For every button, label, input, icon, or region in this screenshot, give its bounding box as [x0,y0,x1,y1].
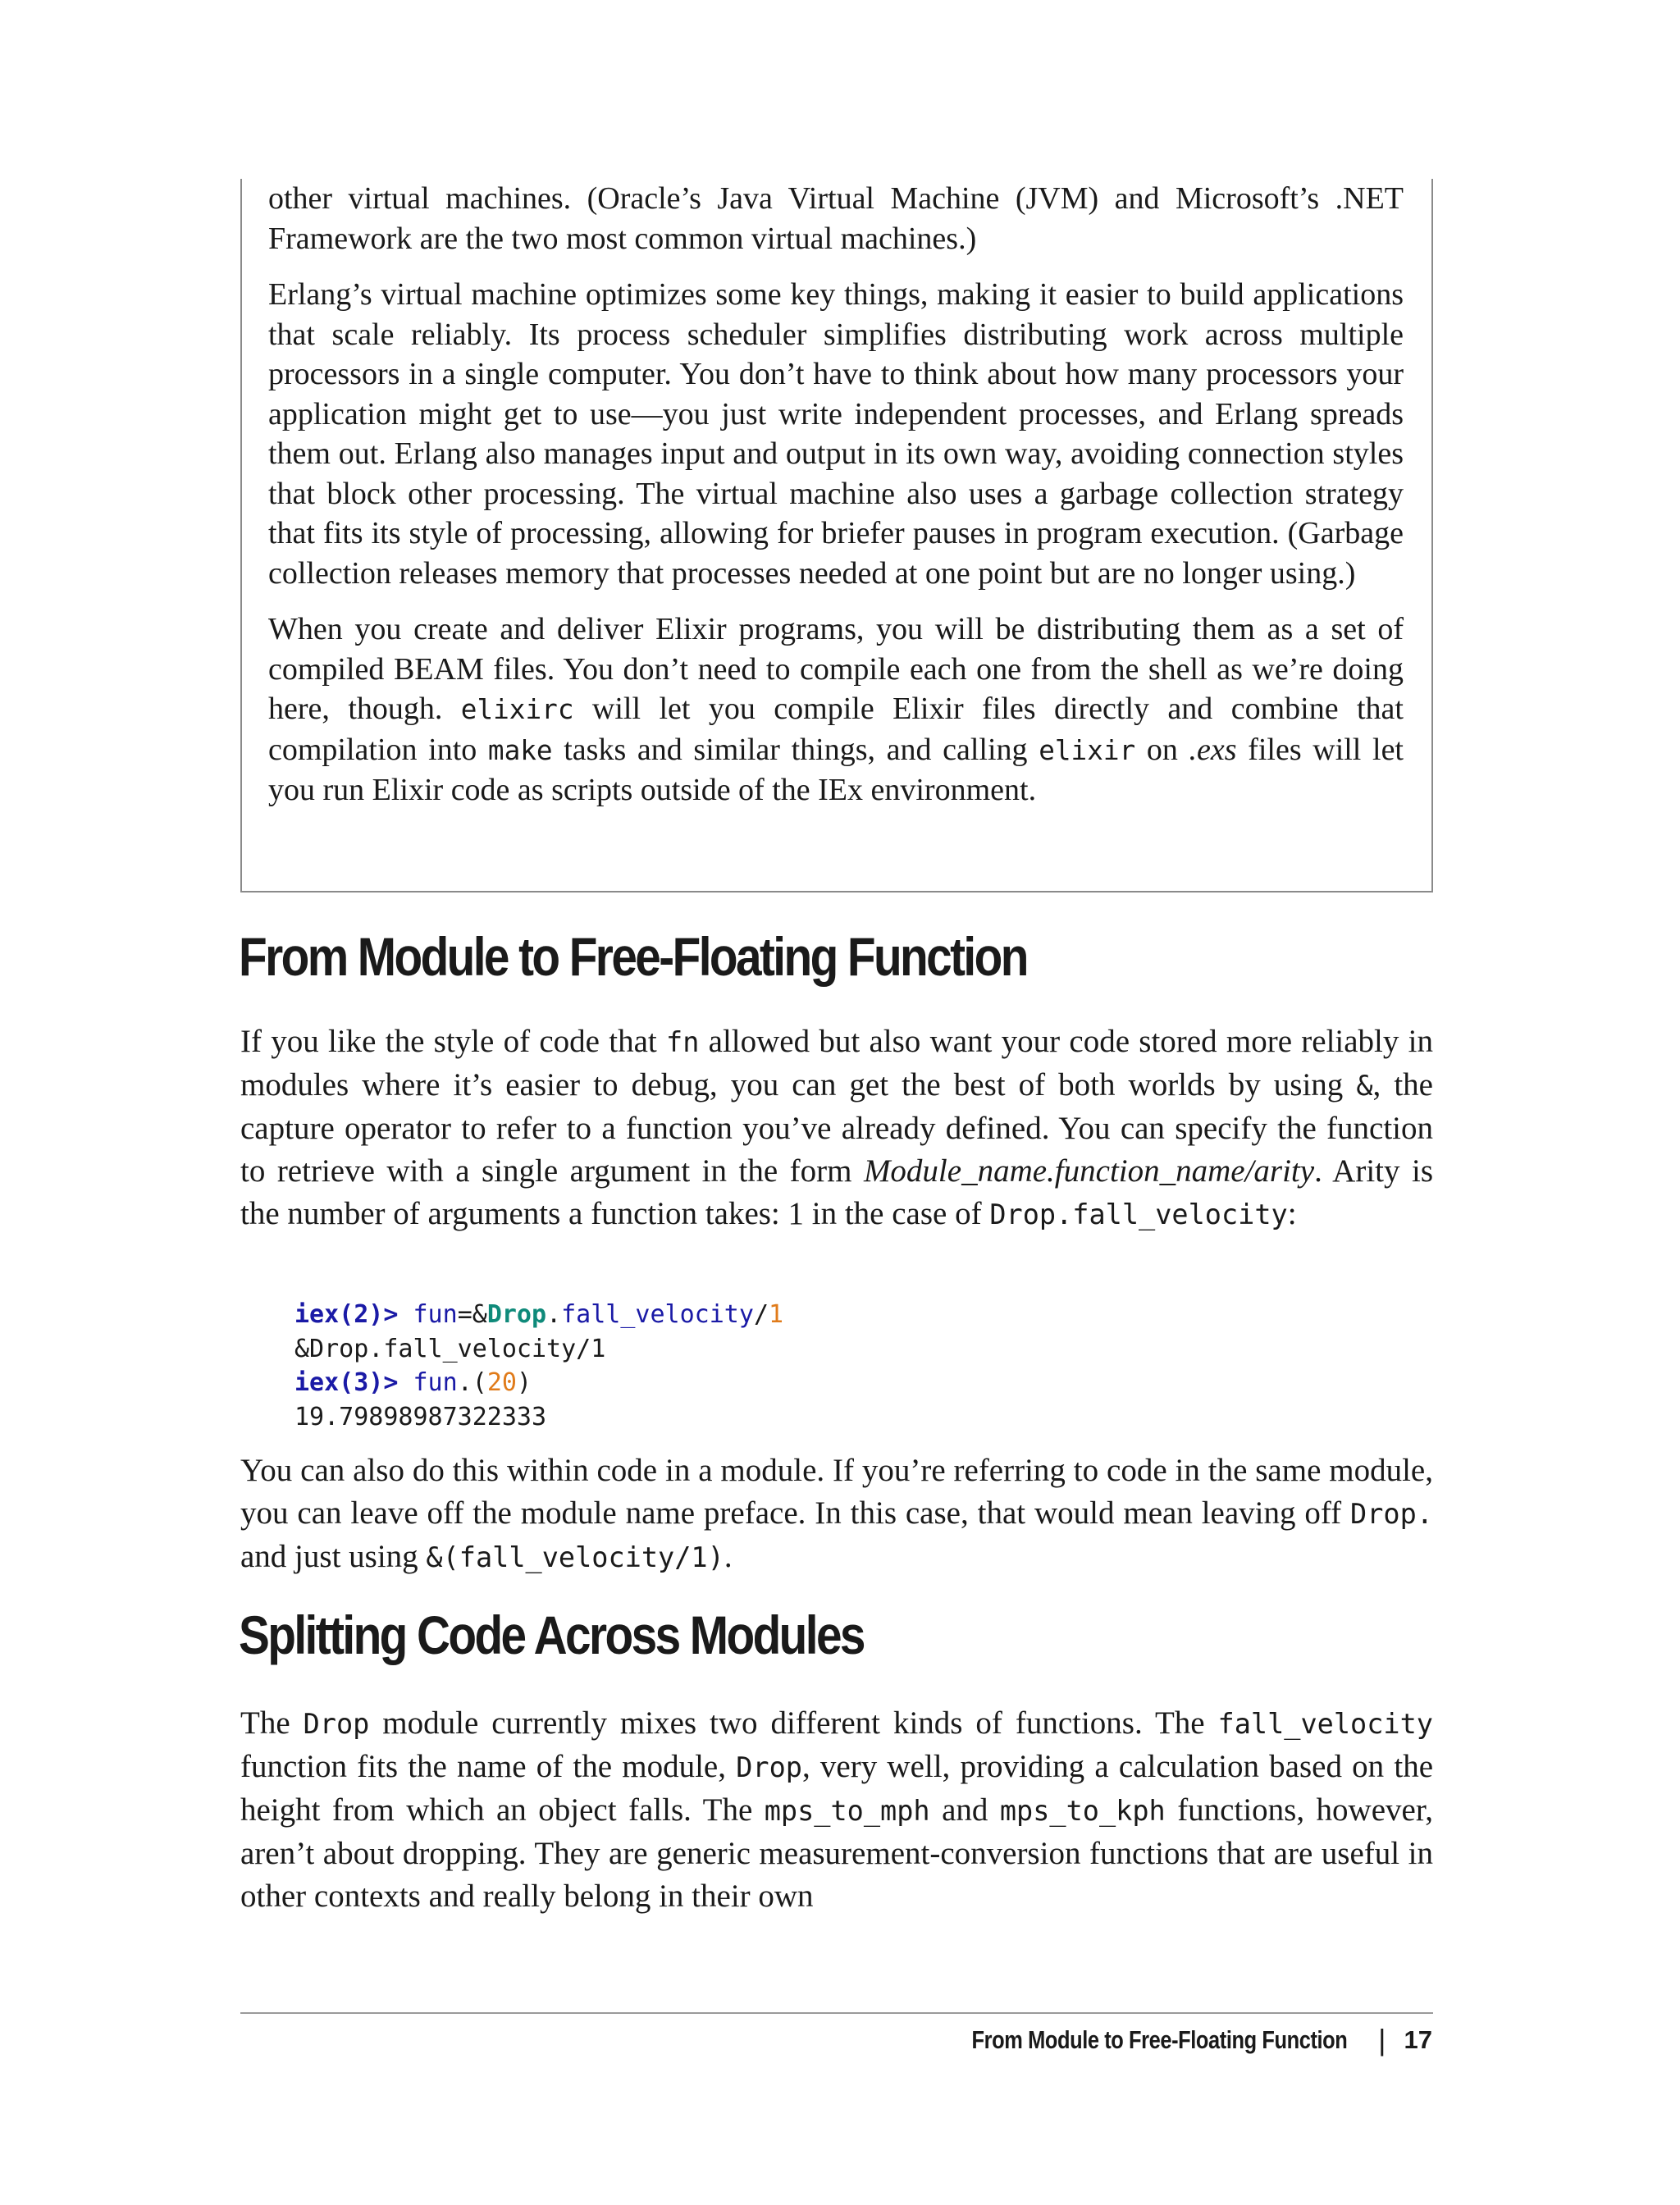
footer-separator: | [1378,2023,1386,2057]
inline-code-elixirc: elixirc [460,694,574,725]
inline-code-elixir: elixir [1039,734,1136,766]
running-title: From Module to Free-Floating Function [971,2025,1348,2054]
inline-code-mps-to-mph: mps_to_mph [764,1795,930,1827]
inline-code-drop-2: Drop [736,1751,802,1783]
emphasis-exs: .exs [1189,732,1237,767]
inline-code-drop-dot: Drop. [1350,1498,1433,1530]
sidebar-paragraph-2: Erlang’s virtual machine optimizes some key things, making it easier to build applications that scale reliably. Its process scheduler simplifies distributing work across multiple processors in a single computer. You don’t have to think about how many processors your application might get to use—you just write independent processes, and Erlang spreads them out. Erlang also manages input and output in its own way, avoiding connection styles that block other processing. The virtual machine also uses a garbage collection strategy that fits its style of processing, allowing for briefer pauses in program execution. (Garbage collection releases memory that processes needed at one point but are no longer using.) [268,277,1404,591]
code-output: &Drop.fall_velocity/1 [294,1334,606,1363]
emphasis-module-function-arity: Module_name.function_name/arity [863,1153,1315,1189]
sidebar-paragraph-3: When you create and deliver Elixir programs, you will be distributing them as a set of compiled BEAM files. You don’t need to compile each one from the shell as we’re doing here, though. elixirc will let you compile Elixir files directly and combine that compilation into make tasks and similar things, and calling elixir on .exs files will let you run Elixir code as scripts outside of the IEx environment. [268,612,1404,807]
code-prompt: iex(2)> [294,1300,399,1329]
inline-code-drop: Drop [303,1708,370,1740]
inline-code-mps-to-kph: mps_to_kph [999,1795,1166,1827]
inline-code-drop-fall-velocity: Drop.fall_velocity [989,1198,1288,1230]
inline-code-fn: fn [666,1026,700,1058]
section-heading-module-to-function: From Module to Free-Floating Function [239,926,1027,987]
code-output: 19.79898987322333 [294,1402,547,1431]
code-prompt: iex(3)> [294,1368,399,1397]
sidebar-box [240,179,1433,892]
inline-code-capture-fall-velocity: &(fall_velocity/1) [426,1541,724,1573]
section-heading-splitting-code: Splitting Code Across Modules [239,1605,864,1665]
footer-rule [240,2012,1433,2014]
inline-code-capture: & [1356,1070,1373,1102]
sidebar-paragraph-1: other virtual machines. (Oracle’s Java Virtual Machine (JVM) and Microsoft’s .NET Framework are the two most common virtual machines.) [268,181,1404,256]
section2-paragraph-1: The Drop module currently mixes two different kinds of functions. The fall_velocity function fits the name of the module, Drop, very well, providing a calculation based on the height from which an object falls. The mps_to_mph and mps_to_kph functions, however, aren’t about dropping. They are generic measurement-conversion functions that are useful in other contexts and really belong in their own [240,1705,1434,1914]
page-footer [889,2023,1432,2057]
inline-code-fall-velocity: fall_velocity [1217,1708,1433,1740]
code-example: iex(2)> fun=&Drop.fall_velocity/1 &Drop.fall_velocity/1 iex(3)> fun.(20) 19.79898987322333 [294,1300,784,1431]
inline-code-make: make [487,734,553,766]
page-number: 17 [1404,2025,1432,2054]
section1-paragraph-1: If you like the style of code that fn allowed but also want your code stored more reliably in modules where it’s easier to debug, you can get the best of both worlds by using &, the capture operator to refer to a function you’ve already defined. You can specify the function to retrieve with a single argument in the form Module_name.function_name/arity. Arity is the number of arguments a function takes: 1 in the case of Drop.fall_velocity: [240,1024,1433,1231]
section1-paragraph-2: You can also do this within code in a module. If you’re referring to code in the same module, you can leave off the module name preface. In this case, that would mean leaving off Drop. and just using &(fall_velocity/1). [240,1453,1433,1574]
